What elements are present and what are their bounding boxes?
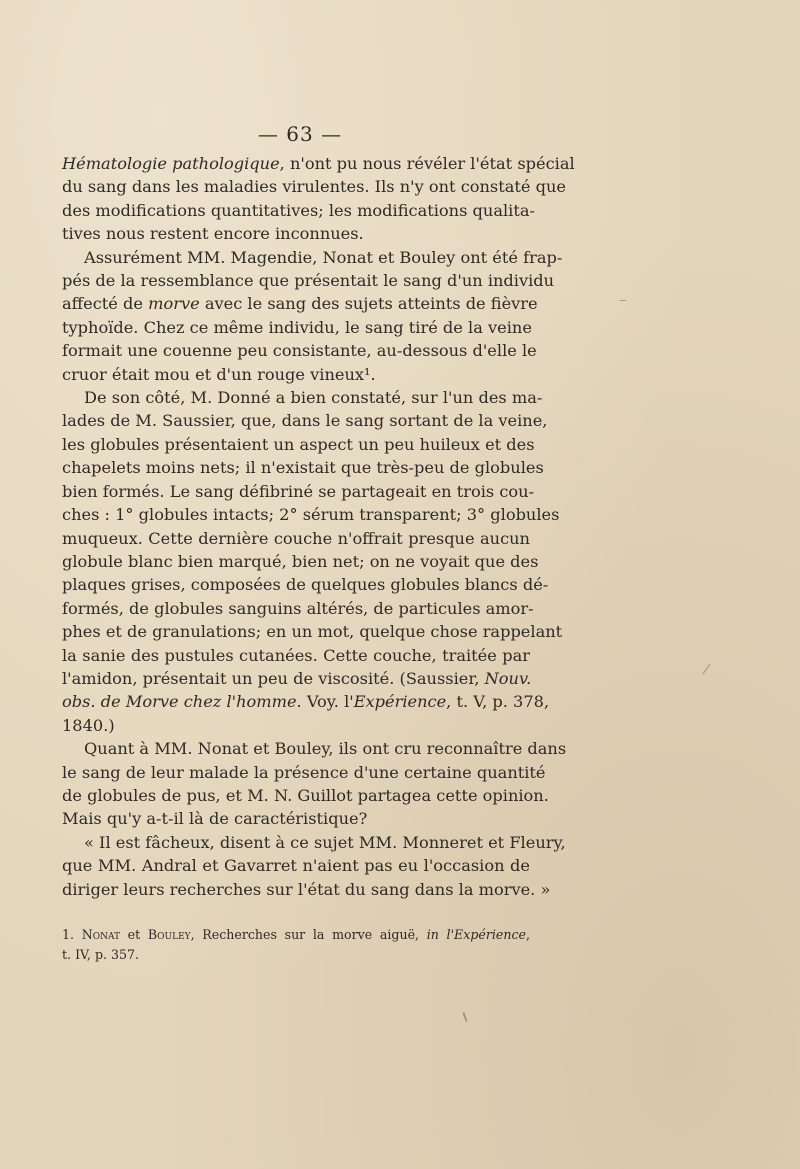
text-line-segment: que MM. Andral et Gavarret n'aient pas eu l'occasion de bbox=[62, 856, 530, 876]
text-line bbox=[62, 363, 530, 386]
paper-speck bbox=[462, 1012, 467, 1022]
text-line-segment: avec le sang des sujets atteints de fièvre bbox=[199, 294, 538, 314]
text-line bbox=[62, 409, 548, 432]
text-line bbox=[62, 339, 537, 362]
text-line-segment: obs. de Morve chez l'homme bbox=[62, 692, 297, 712]
text-line bbox=[62, 784, 549, 807]
text-line-segment: , n'ont pu nous révéler l'état spécial bbox=[279, 154, 575, 173]
text-line-segment: Expérience bbox=[353, 692, 447, 712]
footnote-line-segment: t. IV, p. 357. bbox=[62, 947, 140, 962]
text-line bbox=[62, 246, 563, 269]
text-line-segment: typhoïde. Chez ce même individu, le sang tiré de la veine bbox=[62, 317, 532, 337]
text-line bbox=[62, 175, 566, 198]
text-line bbox=[62, 316, 530, 339]
footnote-line-segment: 1. bbox=[62, 927, 82, 942]
text-line bbox=[62, 503, 560, 526]
text-line-segment: la sanie des pustules cutanées. Cette couche, traitée par bbox=[62, 645, 530, 665]
text-line-segment: Assurément MM. Magendie, Nonat et Bouley ont été frap- bbox=[84, 247, 563, 267]
text-line bbox=[62, 386, 543, 409]
text-line bbox=[62, 433, 535, 456]
text-line-segment: formés, de globules sanguins altérés, de particules amor- bbox=[62, 598, 534, 618]
text-line-segment: 1840.) bbox=[62, 715, 115, 735]
text-line-segment: l'amidon, présentait un peu de viscosité. (Saussier, bbox=[62, 668, 485, 688]
footnote-line bbox=[62, 945, 530, 965]
footnote-line-segment: Bouley bbox=[147, 927, 191, 942]
text-line-segment: Quant à MM. Nonat et Bouley, ils ont cru reconnaître dans bbox=[84, 739, 567, 759]
text-line-segment: formait une couenne peu consistante, au-dessous d'elle le bbox=[62, 341, 537, 361]
text-line bbox=[62, 480, 535, 503]
text-line-segment: de globules de pus, et M. N. Guillot partagea cette opinion. bbox=[62, 785, 549, 805]
text-line-segment: du sang dans les maladies virulentes. Ils n'y ont constaté que bbox=[62, 177, 566, 197]
text-line-segment: . Voy. l' bbox=[296, 692, 354, 712]
text-line bbox=[62, 690, 550, 713]
text-line bbox=[62, 573, 549, 596]
footnote-line-segment: Nonat bbox=[81, 927, 120, 942]
text-line-segment: , t. V, p. 378, bbox=[446, 692, 550, 712]
text-line-segment: ches : 1° globules intacts; 2° sérum transparent; 3° globules bbox=[62, 505, 560, 525]
text-line-segment: « Il est fâcheux, disent à ce sujet MM. Monneret et Fleury, bbox=[84, 832, 566, 852]
text-line bbox=[62, 831, 566, 854]
text-line-segment: lades de M. Saussier, que, dans le sang sortant de la veine, bbox=[62, 411, 548, 431]
footnotes bbox=[62, 925, 530, 965]
text-line bbox=[62, 667, 530, 690]
text-line-segment: les globules présentaient un aspect un peu huileux et des bbox=[62, 434, 535, 454]
text-line-segment: diriger leurs recherches sur l'état du sang dans la morve. » bbox=[62, 879, 551, 899]
text-line-segment: plaques grises, composées de quelques globules blancs dé- bbox=[62, 575, 549, 595]
footnote-line-segment: et bbox=[120, 927, 148, 942]
text-line-segment: tives nous restent encore inconnues. bbox=[62, 224, 364, 244]
footnote-line-segment: , bbox=[525, 927, 530, 942]
paper-speck bbox=[620, 300, 626, 301]
text-line bbox=[62, 292, 538, 315]
text-line-segment: phes et de granulations; en un mot, quelque chose rappelant bbox=[62, 622, 563, 642]
text-line-segment: Mais qu'y a-t-il là de caractéristique? bbox=[62, 809, 368, 829]
text-line-segment: le sang de leur malade la présence d'une certaine quantité bbox=[62, 762, 546, 782]
text-line-segment: chapelets moins nets; il n'existait que très-peu de globules bbox=[62, 458, 544, 478]
text-line bbox=[62, 222, 530, 245]
footnote-line-segment: in l'Expérience bbox=[426, 927, 526, 942]
text-line-segment: Hématologie pathologique bbox=[62, 154, 280, 173]
text-line bbox=[62, 527, 530, 550]
text-line bbox=[62, 550, 539, 573]
text-line-segment: bien formés. Le sang défibriné se partageait en trois cou- bbox=[62, 481, 535, 501]
body-text bbox=[62, 152, 575, 901]
text-line bbox=[62, 737, 567, 760]
text-line-segment: pés de la ressemblance que présentait le sang d'un individu bbox=[62, 271, 555, 291]
text-line bbox=[62, 199, 535, 222]
paper-speck bbox=[703, 664, 711, 674]
footnote-line-segment: , Recherches sur la morve aiguë, bbox=[190, 927, 427, 942]
text-line-segment: cruor était mou et d'un rouge vineux¹. bbox=[62, 364, 376, 384]
text-line-segment: morve bbox=[148, 294, 200, 314]
text-line bbox=[62, 761, 546, 784]
text-line bbox=[62, 620, 563, 643]
text-line bbox=[62, 456, 544, 479]
text-line-segment: des modifications quantitatives; les modifications qualita- bbox=[62, 200, 535, 220]
text-line bbox=[62, 714, 530, 737]
text-line-segment: globule blanc bien marqué, bien net; on ne voyait que des bbox=[62, 551, 539, 571]
footnote-line bbox=[62, 925, 530, 945]
text-line-segment: Nouv. bbox=[484, 668, 532, 688]
text-line bbox=[62, 597, 534, 620]
text-line bbox=[62, 807, 530, 830]
text-line bbox=[62, 269, 555, 292]
text-line-segment: affecté de bbox=[62, 294, 149, 314]
page-number: — 63 — bbox=[257, 122, 343, 146]
text-line bbox=[62, 878, 551, 901]
text-line-segment: De son côté, M. Donné a bien constaté, sur l'un des ma- bbox=[84, 388, 543, 408]
text-line bbox=[62, 854, 530, 877]
text-line-segment: muqueux. Cette dernière couche n'offrait presque aucun bbox=[62, 528, 530, 548]
text-line bbox=[62, 152, 575, 175]
text-line bbox=[62, 644, 530, 667]
